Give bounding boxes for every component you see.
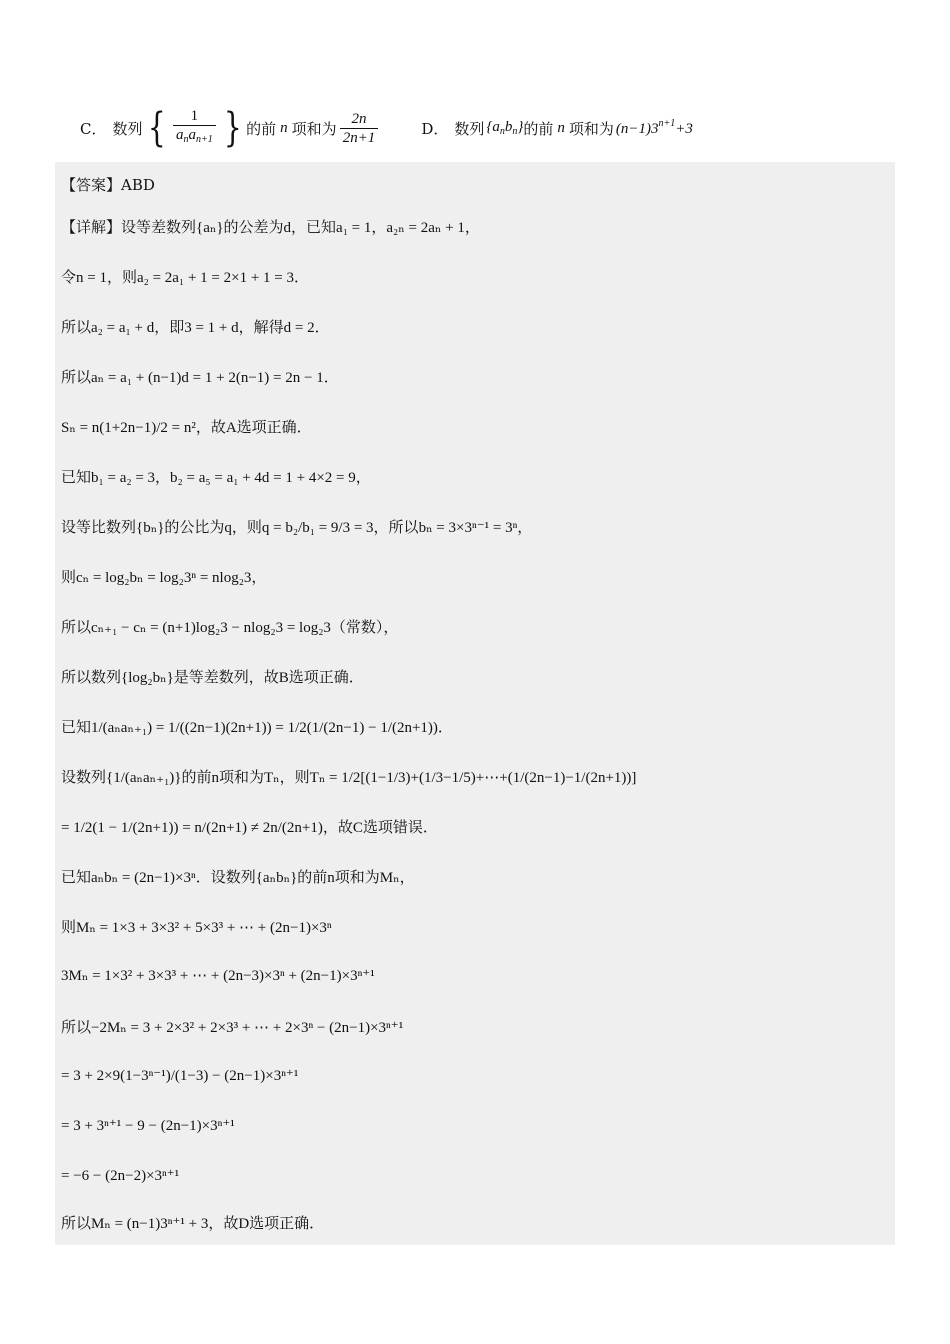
- option-c-frac-num: 1: [190, 108, 199, 124]
- option-c-result: [340, 110, 379, 147]
- solution-line-7: 设等比数列{bₙ}的公比为q，则q = b₂/b₁ = 9/3 = 3，所以bₙ = 3×3ⁿ⁻¹ = 3ⁿ，: [61, 520, 533, 536]
- solution-line-4: 所以aₙ = a₁ + (n−1)d = 1 + 2(n−1) = 2n − 1．: [61, 370, 339, 386]
- set-close: }: [517, 119, 524, 135]
- solution-line-19: = 3 + 3ⁿ⁺¹ − 9 − (2n−1)×3ⁿ⁺¹: [61, 1118, 235, 1134]
- solution-line-8: 则cₙ = log₂bₙ = log₂3ⁿ = nlog₂3，: [61, 570, 267, 586]
- den-sub-n1: n+1: [195, 134, 213, 145]
- solution-line-1: 【详解】设等差数列{aₙ}的公差为d，已知a₁ = 1，a₂ₙ = 2aₙ + 1，: [61, 220, 480, 236]
- solution-line-20: = −6 − (2n−2)×3ⁿ⁺¹: [61, 1168, 180, 1184]
- solution-line-6: 已知b₁ = a₂ = 3，b₂ = a₅ = a₁ + 4d = 1 + 4×2 = 9，: [61, 470, 371, 486]
- solution-line-14: 已知aₙbₙ = (2n−1)×3ⁿ．设数列{aₙbₙ}的前n项和为Mₙ，: [61, 870, 415, 886]
- option-d-text-c: 项和为: [568, 119, 614, 138]
- option-c-text-b: 的前: [246, 119, 277, 138]
- option-d-label: D．: [421, 119, 449, 138]
- solution-line-18: = 3 + 2×9(1−3ⁿ⁻¹)/(1−3) − (2n−1)×3ⁿ⁺¹: [61, 1068, 299, 1084]
- set-sub2: n: [512, 126, 518, 137]
- solution-line-13: = 1/2(1 − 1/(2n+1)) = n/(2n+1) ≠ 2n/(2n+1)，故C选项错误．: [61, 820, 438, 836]
- den-a2: a: [188, 127, 196, 143]
- solution-line-17: 所以−2Mₙ = 3 + 2×3² + 2×3³ + ⋯ + 2×3ⁿ − (2n−1)×3ⁿ⁺¹: [61, 1020, 404, 1036]
- option-d-text-a: 数列: [454, 119, 485, 138]
- solution-line-10: 所以数列{log₂bₙ}是等差数列，故B选项正确．: [61, 670, 364, 686]
- right-brace-icon: }: [223, 105, 242, 151]
- set-sub1: n: [499, 126, 505, 137]
- solution-line-2: 令n = 1，则a₂ = 2a₁ + 1 = 2×1 + 1 = 3．: [61, 270, 309, 286]
- option-d-expr: [616, 118, 693, 138]
- expr-main: (n−1)3: [615, 121, 659, 137]
- solution-line-15: 则Mₙ = 1×3 + 3×3² + 5×3³ + ⋯ + (2n−1)×3ⁿ: [61, 920, 332, 936]
- solution-line-11: 已知1/(aₙaₙ₊₁) = 1/((2n−1)(2n+1)) = 1/2(1/(2n−1) − 1/(2n+1))．: [61, 720, 453, 736]
- option-d-n: n: [557, 119, 565, 136]
- solution-line-21: 所以Mₙ = (n−1)3ⁿ⁺¹ + 3，故D选项正确．: [61, 1216, 325, 1232]
- option-c-text-c: 项和为: [291, 119, 337, 138]
- option-c-label: C．: [80, 119, 107, 138]
- option-c-n: n: [280, 119, 288, 136]
- option-c-text-a: 数列: [112, 119, 143, 138]
- den-sub-n: n: [183, 134, 189, 145]
- set-open: {a: [486, 119, 500, 135]
- den-a1: a: [175, 127, 184, 143]
- answer-label: 【答案】ABD: [61, 176, 155, 194]
- solution-line-3: 所以a₂ = a₁ + d，即3 = 1 + d，解得d = 2．: [61, 320, 330, 336]
- options-row: [80, 100, 880, 156]
- option-d: [421, 118, 693, 139]
- expr-sup: n+1: [658, 118, 676, 129]
- option-c-frac-den: [173, 125, 216, 149]
- solution-line-12: 设数列{1/(aₙaₙ₊₁)}的前n项和为Tₙ，则Tₙ = 1/2[(1−1/3)+(1/3−1/5)+⋯+(1/(2n−1)−1/(2n+1))]: [61, 770, 637, 786]
- solution-line-5: Sₙ = n(1+2n−1)/2 = n²，故A选项正确．: [61, 420, 312, 436]
- option-c-fraction: [173, 107, 216, 149]
- left-brace-icon: {: [147, 105, 166, 151]
- option-c-result-num: 2n: [351, 110, 367, 127]
- option-d-text-b: 的前: [523, 119, 554, 138]
- set-b: b: [504, 119, 513, 135]
- option-d-set: [486, 119, 523, 137]
- option-c: [80, 107, 381, 149]
- solution-line-9: 所以cₙ₊₁ − cₙ = (n+1)log₂3 − nlog₂3 = log₂3（常数），: [61, 620, 399, 636]
- expr-tail: +3: [675, 121, 693, 137]
- solution-line-16: 3Mₙ = 1×3² + 3×3³ + ⋯ + (2n−3)×3ⁿ + (2n−1)×3ⁿ⁺¹: [61, 968, 375, 984]
- option-c-result-den: 2n+1: [340, 128, 379, 147]
- answer-panel: [55, 162, 895, 1245]
